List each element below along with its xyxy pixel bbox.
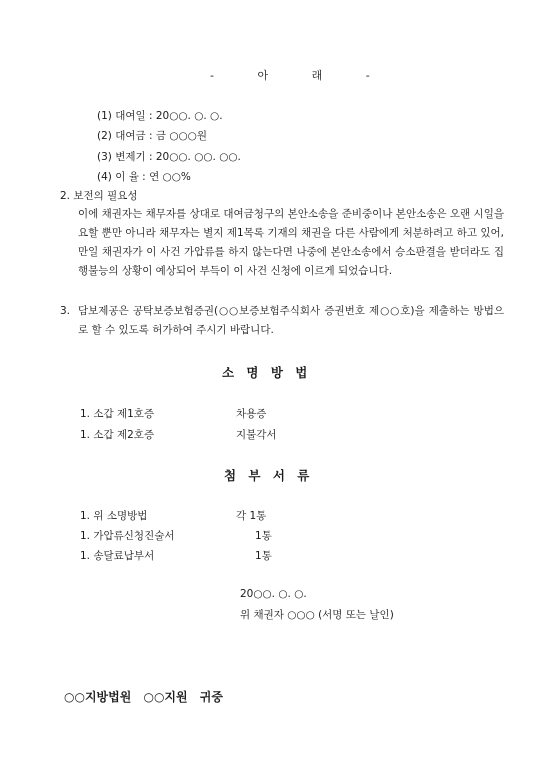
attachment-count: 1통 bbox=[255, 550, 272, 562]
title: - 아 래 - bbox=[210, 69, 370, 82]
court-addressee: ○○지방법원 ○○지원 귀중 bbox=[64, 690, 223, 704]
evidence-row bbox=[80, 427, 154, 442]
section3-heading: 3. bbox=[60, 305, 71, 317]
list-item: (3) 변제기 : 20○○. ○○. ○○. bbox=[97, 151, 241, 163]
evidence-heading: 소 명 방 법 bbox=[222, 365, 308, 380]
evidence-name: 차용증 bbox=[236, 408, 267, 420]
item-value: 20○○. ○. ○. bbox=[155, 110, 223, 122]
evidence-name: 지불각서 bbox=[236, 429, 277, 441]
evidence-row bbox=[80, 406, 154, 421]
list-item: (4) 이 율 : 연 ○○% bbox=[97, 171, 191, 183]
section3-body: 담보제공은 공탁보증보험증권(○○보증보험주식회사 증권번호 제○○호)을 제출하는 방법으로 할 수 있도록 허가하여 주시기 바랍니다. bbox=[78, 305, 504, 336]
item-label: (3) 변제기 bbox=[97, 151, 146, 163]
attachment-count: 1통 bbox=[255, 530, 272, 542]
item-value: 연 ○○% bbox=[149, 171, 191, 183]
item-value: 20○○. ○○. ○○. bbox=[155, 151, 241, 163]
list-item: (2) 대여금 : 금 ○○○원 bbox=[97, 130, 207, 142]
evidence-no: 1. 소갑 제2호증 bbox=[80, 429, 155, 441]
attachment-count: 각 1통 bbox=[236, 510, 267, 522]
signature-date: 20○○. ○. ○. bbox=[240, 588, 307, 600]
attachment-name: 1. 가압류신청진술서 bbox=[80, 530, 175, 542]
attachment-name: 1. 송달료납부서 bbox=[80, 550, 155, 562]
signature-line: 위 채권자 ○○○ (서명 또는 날인) bbox=[240, 609, 394, 621]
section2-heading: 2. 보전의 필요성 bbox=[60, 190, 138, 202]
item-value: 금 ○○○원 bbox=[155, 130, 207, 142]
item-label: (4) 이 율 bbox=[97, 171, 139, 183]
section2-body: 이에 채권자는 채무자를 상대로 대여금청구의 본안소송을 준비중이나 본안소송은 오랜 시일을 요할 뿐만 아니라 채무자는 별지 제1목록 기재의 채권을 다른 사람에게 처분하려고 하고 있어, 만일 채권자가 이 사건 가압류를 하지 않는다면 나중에 본안소송에서 승소판결을 받더라도 집행불능의 상황이 예상되어 부득이 이 사건 신청에 이르게 되었습니다. bbox=[78, 208, 504, 277]
evidence-no: 1. 소갑 제1호증 bbox=[80, 408, 155, 420]
list-item: (1) 대여일 : 20○○. ○. ○. bbox=[97, 110, 223, 122]
item-label: (2) 대여금 bbox=[97, 130, 146, 142]
item-label: (1) 대여일 bbox=[97, 110, 146, 122]
attachments-heading: 첨 부 서 류 bbox=[224, 468, 310, 483]
attachment-name: 1. 위 소명방법 bbox=[80, 510, 148, 522]
